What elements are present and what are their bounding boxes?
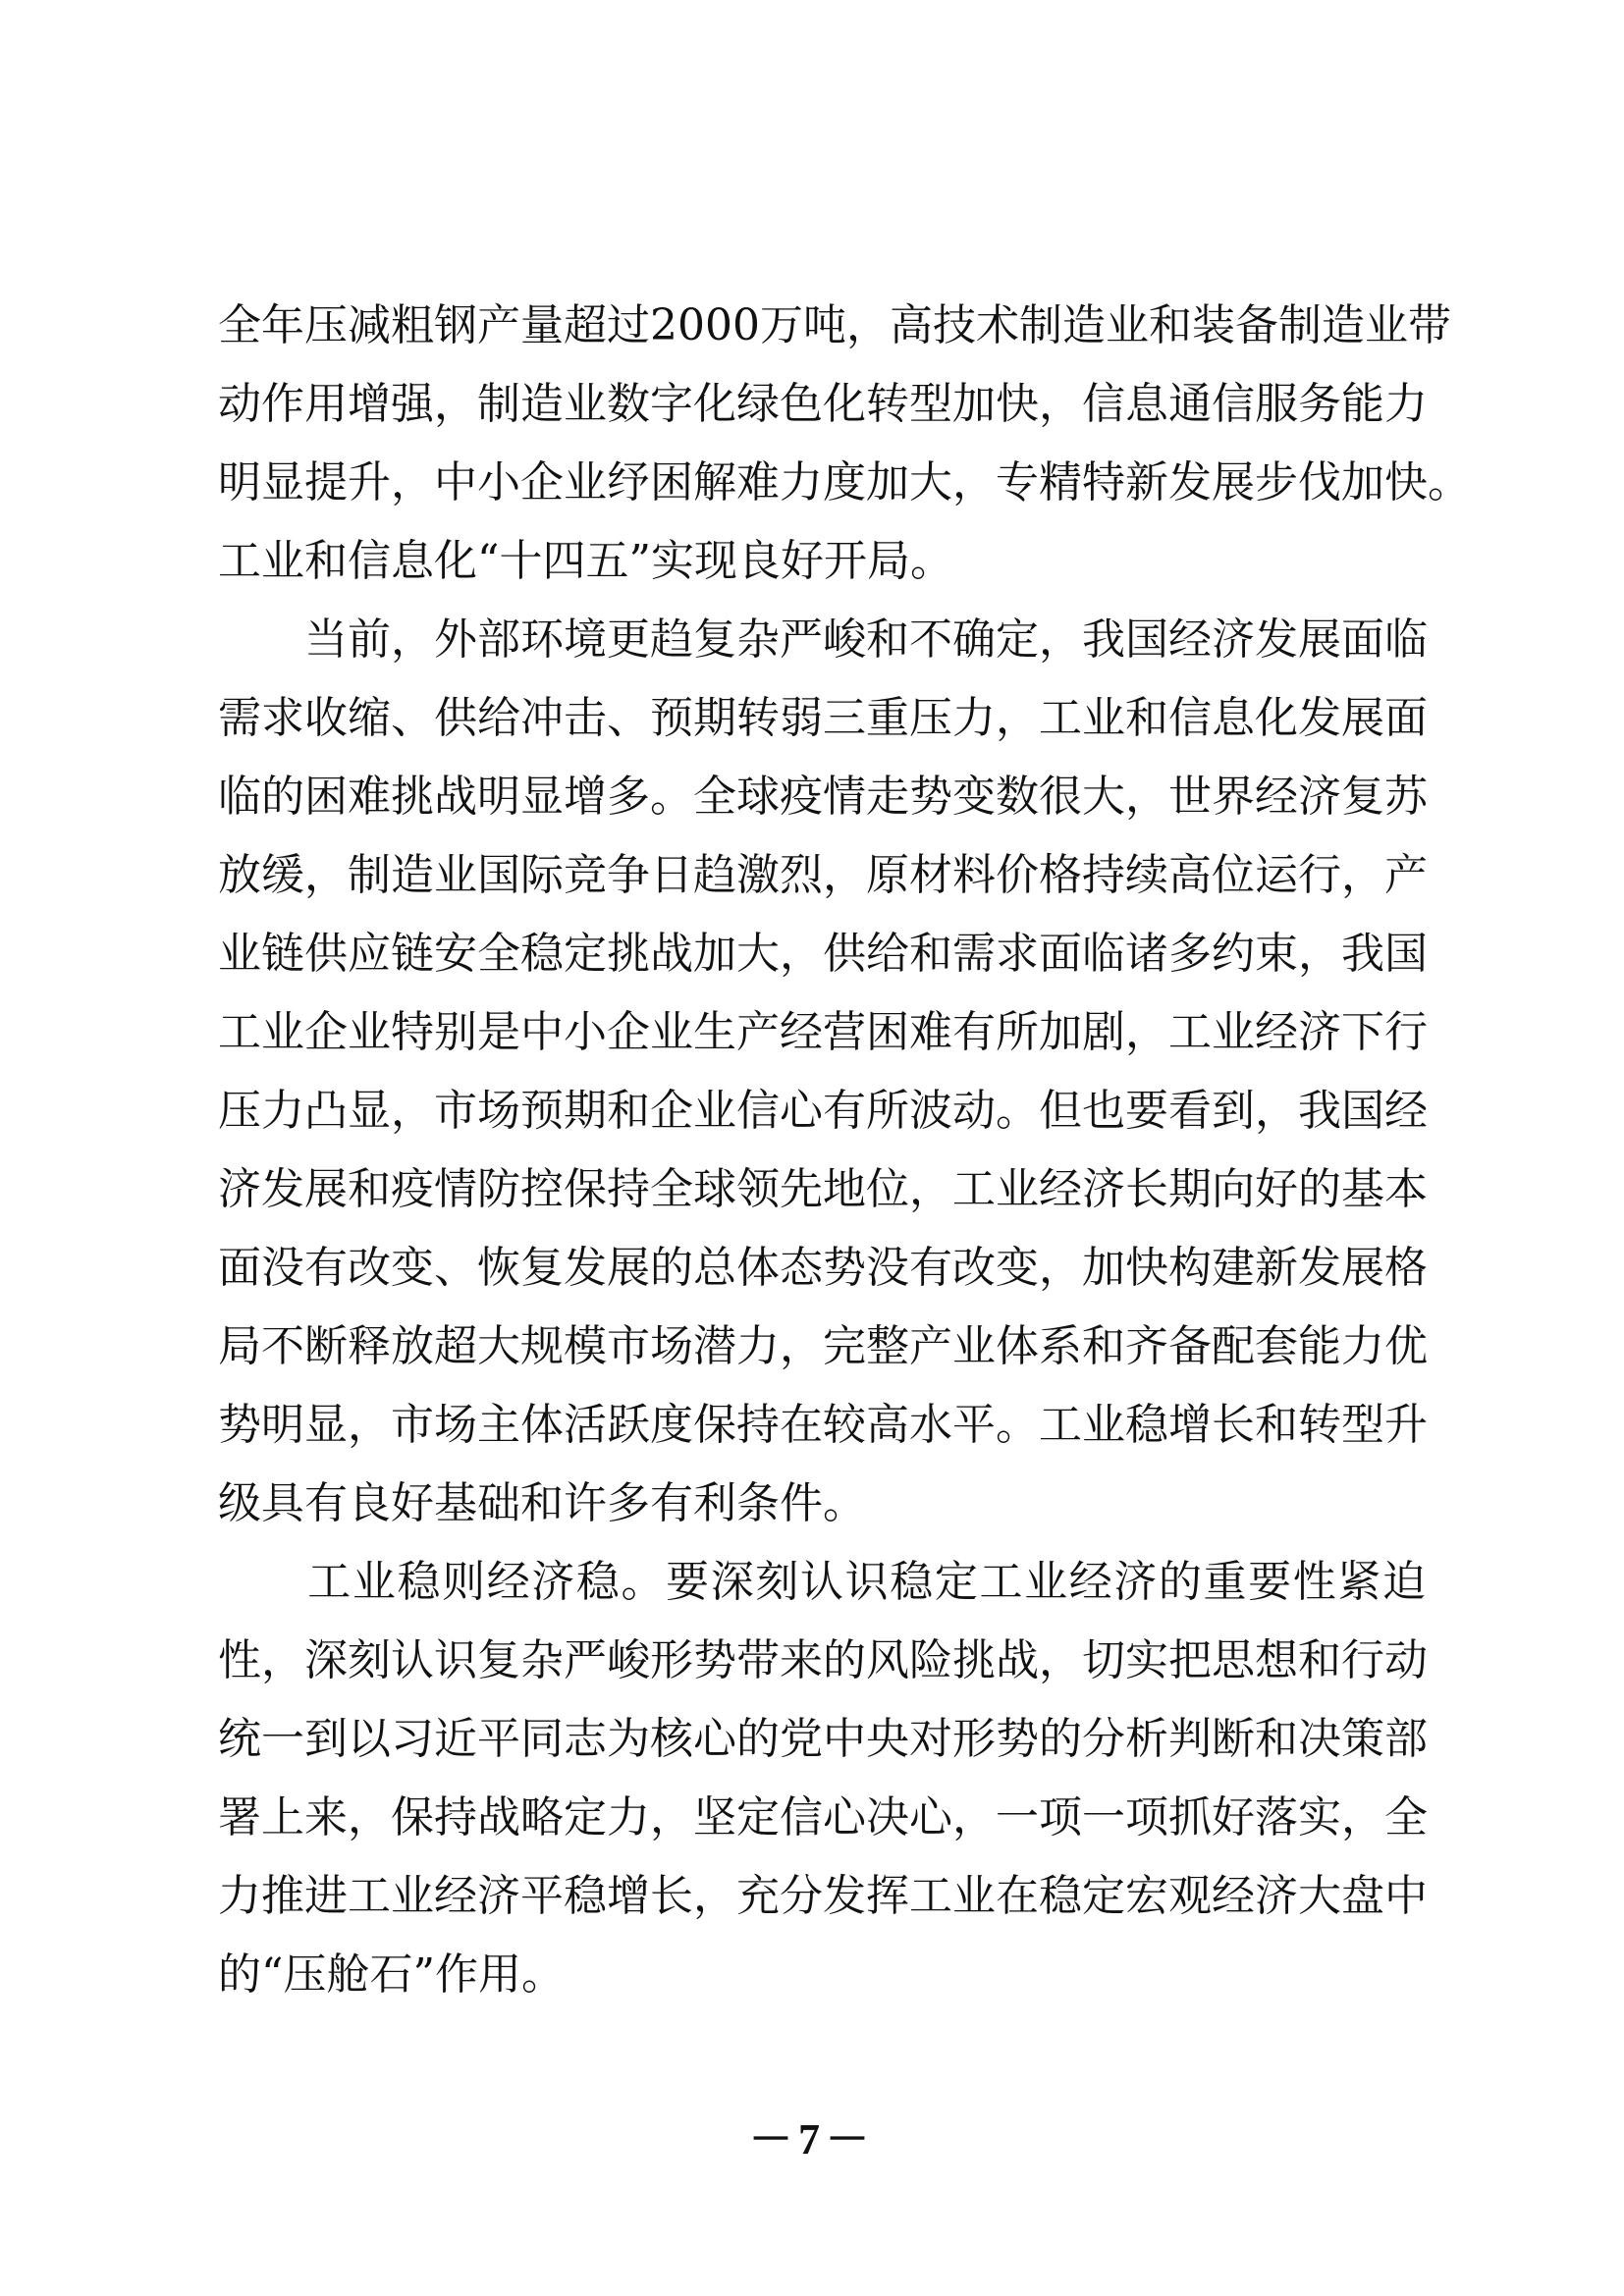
paragraph-2-line-8: 济发展和疫情防控保持全球领先地位，工业经济长期向好的基本 [218, 1164, 1428, 1214]
paragraph-2-line-10: 局不断释放超大规模市场潜力，完整产业体系和齐备配套能力优 [218, 1321, 1428, 1371]
paragraph-3-line-2: 性，深刻认识复杂严峻形势带来的风险挑战，切实把思想和行动 [218, 1635, 1428, 1685]
paragraph-1-line-1: 全年压减粗钢产量超过2000万吨，高技术制造业和装备制造业带 [218, 300, 1451, 350]
paragraph-1-line-4: 工业和信息化“十四五”实现良好开局。 [218, 536, 953, 586]
body-text [218, 287, 1471, 2014]
paragraph-1-line-2: 动作用增强，制造业数字化绿色化转型加快，信息通信服务能力 [218, 379, 1428, 429]
paragraph-2-line-4: 放缓，制造业国际竞争日趋激烈，原材料价格持续高位运行，产 [218, 850, 1428, 900]
paragraph-2-line-2: 需求收缩、供给冲击、预期转弱三重压力，工业和信息化发展面 [218, 693, 1428, 743]
paragraph-2-line-12: 级具有良好基础和许多有利条件。 [218, 1478, 866, 1528]
paragraph-3-line-3: 统一到以习近平同志为核心的党中央对形势的分析判断和决策部 [218, 1714, 1428, 1764]
paragraph-3-line-1: 工业稳则经济稳。要深刻认识稳定工业经济的重要性紧迫 [218, 1557, 1426, 1607]
paragraph-2-line-9: 面没有改变、恢复发展的总体态势没有改变，加快构建新发展格 [218, 1243, 1428, 1293]
paragraph-2-line-11: 势明显，市场主体活跃度保持在较高水平。工业稳增长和转型升 [218, 1400, 1428, 1450]
page-number: －7－ [749, 2115, 875, 2163]
paragraph-2-line-6: 工业企业特别是中小企业生产经营困难有所加剧，工业经济下行 [218, 1007, 1428, 1057]
paragraph-2-line-5: 业链供应链安全稳定挑战加大，供给和需求面临诸多约束，我国 [218, 929, 1428, 979]
paragraph-2-line-1: 当前，外部环境更趋复杂严峻和不确定，我国经济发展面临 [218, 614, 1428, 665]
paragraph-3-line-5: 力推进工业经济平稳增长，充分发挥工业在稳定宏观经济大盘中 [218, 1871, 1428, 1921]
paragraph-2-line-7: 压力凸显，市场预期和企业信心有所波动。但也要看到，我国经 [218, 1086, 1428, 1136]
paragraph-1-line-3: 明显提升，中小企业纾困解难力度加大，专精特新发展步伐加快。 [218, 457, 1471, 507]
paragraph-3-line-6: 的“压舱石”作用。 [218, 1949, 565, 2000]
paragraph-3-line-4: 署上来，保持战略定力，坚定信心决心，一项一项抓好落实，全 [218, 1792, 1428, 1842]
paragraph-2-line-3: 临的困难挑战明显增多。全球疫情走势变数很大，世界经济复苏 [218, 772, 1428, 822]
